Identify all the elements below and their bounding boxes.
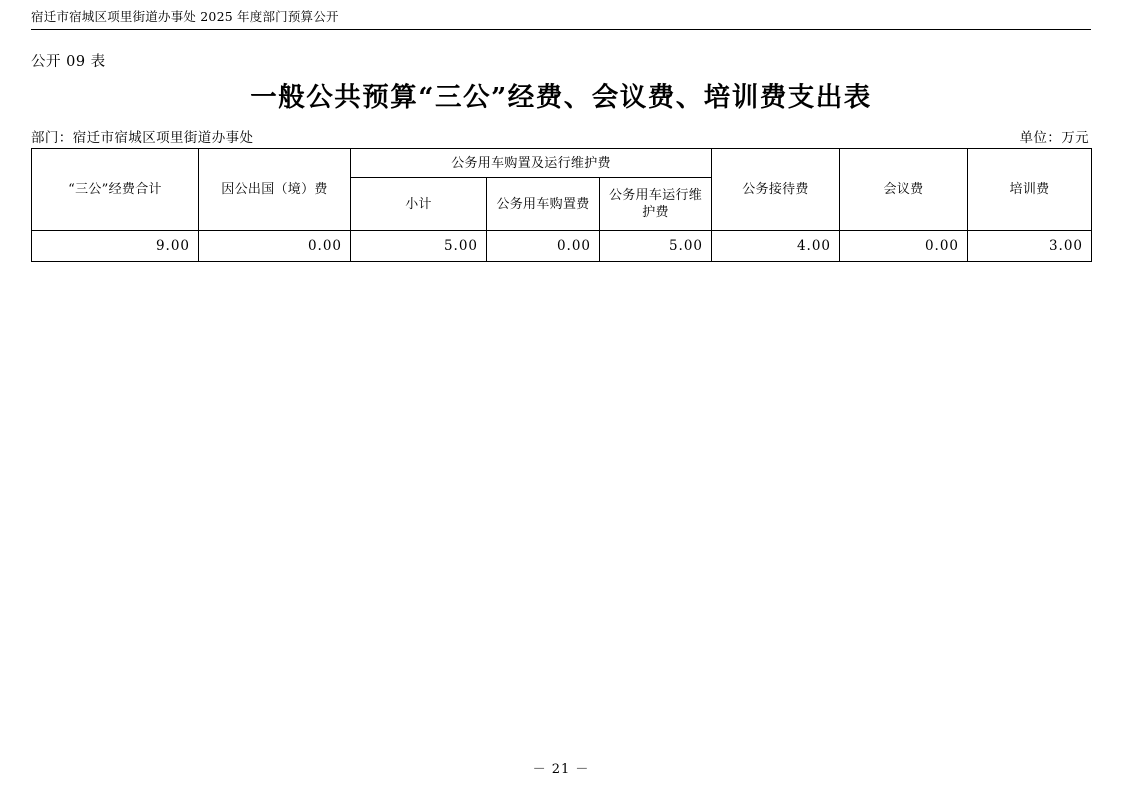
- cell-meeting: 0.00: [840, 231, 968, 262]
- department-label: 部门：宿迁市宿城区项里街道办事处: [31, 130, 254, 146]
- col-header-training: 培训费: [968, 149, 1092, 231]
- cell-training: 3.00: [968, 231, 1092, 262]
- unit-label: 单位：万元: [1019, 130, 1089, 146]
- running-title: 宿迁市宿城区项里街道办事处 2025 年度部门预算公开: [31, 9, 339, 24]
- page-number: － 21 －: [532, 762, 590, 777]
- cell-subtotal: 5.00: [351, 231, 487, 262]
- document-running-header: [31, 8, 1091, 30]
- cell-vehicle-maintenance: 5.00: [600, 231, 712, 262]
- col-group-header-vehicle: 公务用车购置及运行维护费: [351, 149, 712, 178]
- table-header-row-group: [32, 149, 1092, 178]
- col-header-vehicle-maintenance: 公务用车运行维护费: [600, 178, 712, 231]
- col-header-reception: 公务接待费: [712, 149, 840, 231]
- cell-vehicle-purchase: 0.00: [487, 231, 600, 262]
- cell-reception: 4.00: [712, 231, 840, 262]
- meta-row: [31, 126, 1091, 146]
- budget-table: [31, 148, 1092, 262]
- header-divider: [31, 29, 1091, 30]
- col-header-meeting: 会议费: [840, 149, 968, 231]
- table-row: [32, 231, 1092, 262]
- col-header-subtotal: 小计: [351, 178, 487, 231]
- col-header-overseas: 因公出国（境）费: [199, 149, 351, 231]
- col-header-vehicle-purchase: 公务用车购置费: [487, 178, 600, 231]
- cell-total: 9.00: [32, 231, 199, 262]
- cell-overseas: 0.00: [199, 231, 351, 262]
- col-header-total: “三公”经费合计: [32, 149, 199, 231]
- page-title: 一般公共预算“三公”经费、会议费、培训费支出表: [250, 82, 872, 113]
- table-label: 公开 09 表: [31, 54, 106, 70]
